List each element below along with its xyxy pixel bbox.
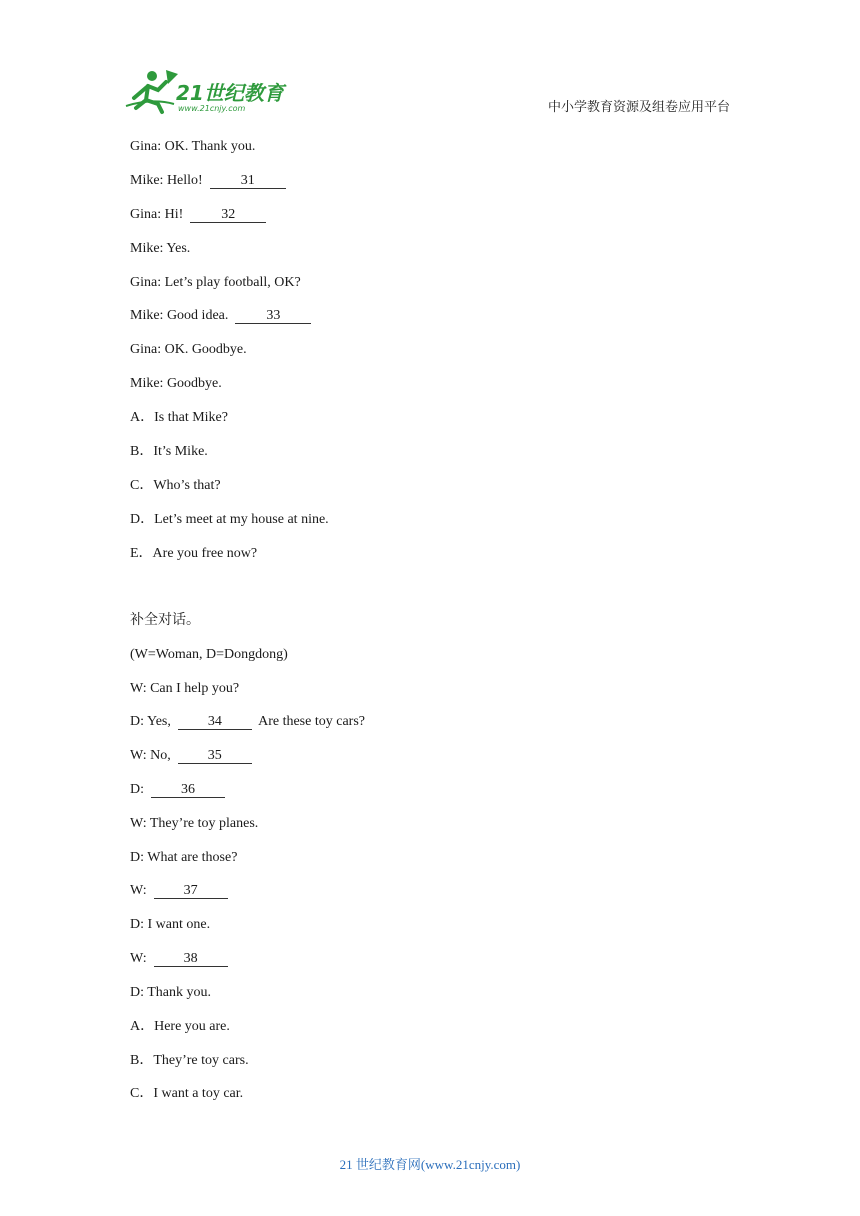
option-item: B．It’s Mike.: [130, 444, 208, 459]
option-item: C．I want a toy car.: [130, 1086, 244, 1101]
dialogue2-line: D: Yes, 34 Are these toy cars?: [130, 714, 365, 729]
dialogue2-line: D: What are those?: [130, 850, 238, 865]
dialogue2-line: W: 38: [130, 950, 228, 968]
answer-blank[interactable]: 33: [235, 308, 311, 324]
answer-blank[interactable]: 34: [178, 714, 252, 730]
answer-blank[interactable]: 31: [210, 173, 286, 189]
footer-link[interactable]: 21 世纪教育网(www.21cnjy.com): [339, 1157, 521, 1172]
dialogue1-line: Gina: OK. Goodbye.: [130, 342, 247, 357]
dialogue2-line: D: I want one.: [130, 917, 211, 932]
option-item: E．Are you free now?: [130, 546, 258, 561]
dialogue2-line: W: Can I help you?: [130, 681, 240, 696]
option-item: D．Let’s meet at my house at nine.: [130, 512, 329, 527]
dialogue1-line: Gina: Let’s play football, OK?: [130, 275, 301, 290]
dialogue2-line: W: They’re toy planes.: [130, 816, 259, 831]
answer-blank[interactable]: 35: [178, 748, 252, 764]
dialogue1-line: Gina: OK. Thank you.: [130, 139, 256, 154]
dialogue2-line: D: 36: [130, 781, 225, 799]
logo-url-text: www.21cnjy.com: [178, 104, 246, 113]
answer-blank[interactable]: 36: [151, 782, 225, 798]
answer-blank[interactable]: 38: [154, 951, 228, 967]
answer-blank[interactable]: 37: [154, 883, 228, 899]
option-item: A．Here you are.: [130, 1019, 230, 1034]
section-instruction: 补全对话。: [130, 613, 200, 628]
header-platform-label: 中小学教育资源及组卷应用平台: [548, 99, 731, 114]
speaker-legend: (W=Woman, D=Dongdong): [130, 647, 288, 662]
dialogue1-line: Mike: Goodbye.: [130, 376, 222, 391]
dialogue2-line: W: 37: [130, 882, 228, 900]
logo-brand-text: 21世纪教育: [176, 81, 284, 105]
runner-icon: [126, 70, 178, 112]
dialogue1-line: Mike: Good idea. 33: [130, 307, 311, 325]
option-item: B．They’re toy cars.: [130, 1053, 249, 1068]
dialogue1-line: Gina: Hi! 32: [130, 206, 266, 224]
option-item: C．Who’s that?: [130, 478, 221, 493]
site-logo: [122, 68, 294, 116]
option-item: A．Is that Mike?: [130, 410, 228, 425]
dialogue1-line: Mike: Yes.: [130, 241, 191, 256]
answer-blank[interactable]: 32: [190, 207, 266, 223]
dialogue2-line: D: Thank you.: [130, 985, 212, 1000]
dialogue2-line: W: No, 35: [130, 747, 252, 765]
dialogue1-line: Mike: Hello! 31: [130, 172, 286, 190]
